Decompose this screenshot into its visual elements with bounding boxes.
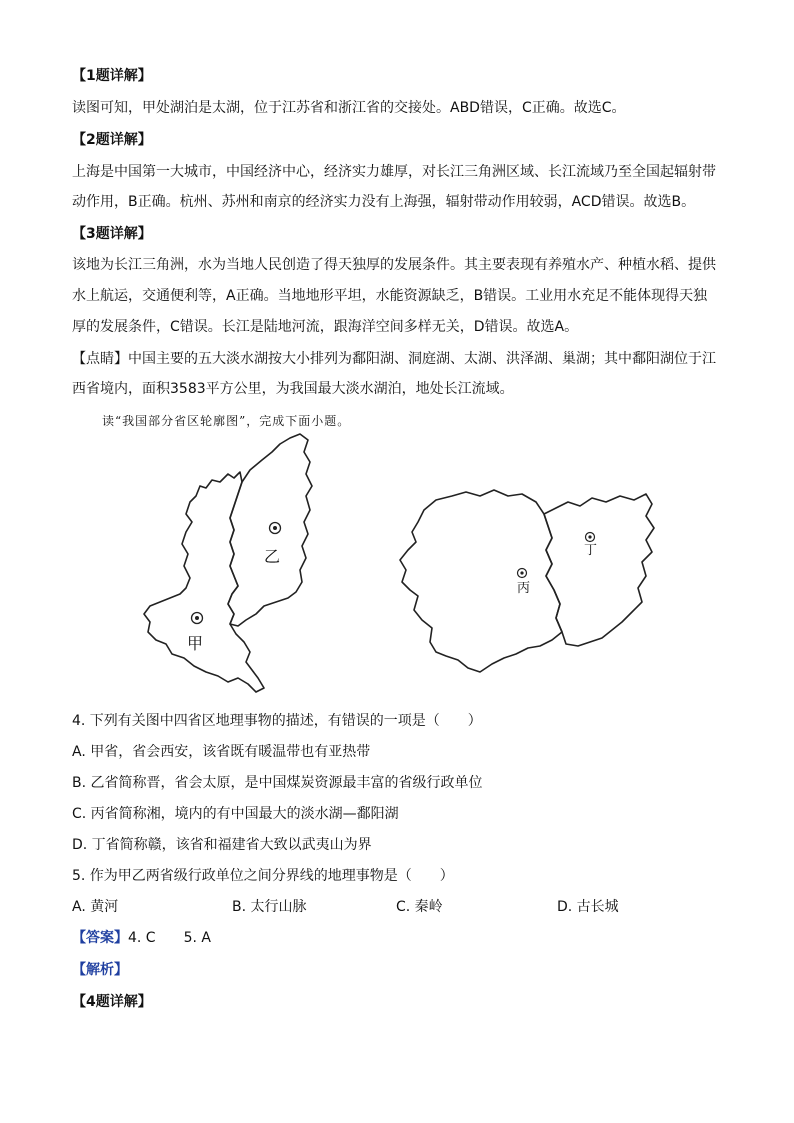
section3-tag: 【3题详解】	[72, 226, 152, 242]
q4-option-b: B. 乙省简称晋，省会太原，是中国煤炭资源最丰富的省级行政单位	[72, 775, 483, 791]
section4-tag: 【4题详解】	[72, 994, 152, 1010]
q4-option-c: C. 丙省简称湘，境内的有中国最大的淡水湖—鄱阳湖	[72, 806, 399, 822]
q5-option-b: B. 太行山脉	[232, 899, 307, 915]
answer-tag: 【答案】	[72, 930, 128, 946]
figure-caption: 读“我国部分省区轮廓图”，完成下面小题。	[102, 414, 351, 428]
q5-option-d: D. 古长城	[557, 899, 619, 915]
answer-line	[72, 928, 211, 948]
section2-line1: 上海是中国第一大城市，中国经济中心，经济实力雄厚，对长江三角洲区域、长江流域乃至全国起辐射带	[72, 164, 716, 180]
label-yi: 乙	[264, 547, 281, 566]
q5-stem: 5. 作为甲乙两省级行政单位之间分界线的地理事物是（ ）	[72, 868, 454, 884]
q4-option-d: D. 丁省简称赣，该省和福建省大致以武夷山为界	[72, 837, 372, 853]
section3-line1: 该地为长江三角洲，水为当地人民创造了得天独厚的发展条件。其主要表现有养殖水产、种植水稻、提供	[72, 257, 716, 273]
province-ding-outline	[544, 494, 654, 646]
label-jia: 甲	[187, 634, 204, 653]
label-ding: 丁	[584, 543, 598, 558]
q4-option-a: A. 甲省，省会西安，该省既有暖温带也有亚热带	[72, 744, 371, 760]
label-bing: 丙	[517, 581, 531, 596]
tip-line2: 西省境内，面积3583平方公里，为我国最大淡水湖泊，地处长江流域。	[72, 381, 514, 397]
province-bing-outline	[400, 490, 562, 672]
q5-option-c: C. 秦岭	[396, 899, 443, 915]
analysis-tag: 【解析】	[72, 962, 128, 978]
map-shaanxi-shanxi	[140, 430, 330, 695]
map-hunan-jiangxi	[396, 486, 666, 681]
answer-text: 4. C 5. A	[128, 930, 211, 946]
section3-line2: 水上航运，交通便利等，A正确。当地地形平坦，水能资源缺乏，B错误。工业用水充足不能体现得天独	[72, 288, 708, 304]
section1-tag: 【1题详解】	[72, 68, 152, 84]
section3-line3: 厚的发展条件，C错误。长江是陆地河流，跟海洋空间多样无关，D错误。故选A。	[72, 319, 579, 335]
section2-tag: 【2题详解】	[72, 132, 152, 148]
q5-option-a: A. 黄河	[72, 899, 119, 915]
province-jia-outline	[144, 472, 264, 692]
q4-stem: 4. 下列有关图中四省区地理事物的描述，有错误的一项是（ ）	[72, 713, 482, 729]
section2-line2: 动作用，B正确。杭州、苏州和南京的经济实力没有上海强，辐射带动作用较弱，ACD错误。故选B。	[72, 194, 696, 210]
tip-line1: 【点睛】中国主要的五大淡水湖按大小排列为鄱阳湖、洞庭湖、太湖、洪泽湖、巢湖；其中鄱阳湖位于江	[72, 351, 716, 367]
section1-text: 读图可知，甲处湖泊是太湖，位于江苏省和浙江省的交接处。ABD错误，C正确。故选C。	[72, 100, 626, 116]
